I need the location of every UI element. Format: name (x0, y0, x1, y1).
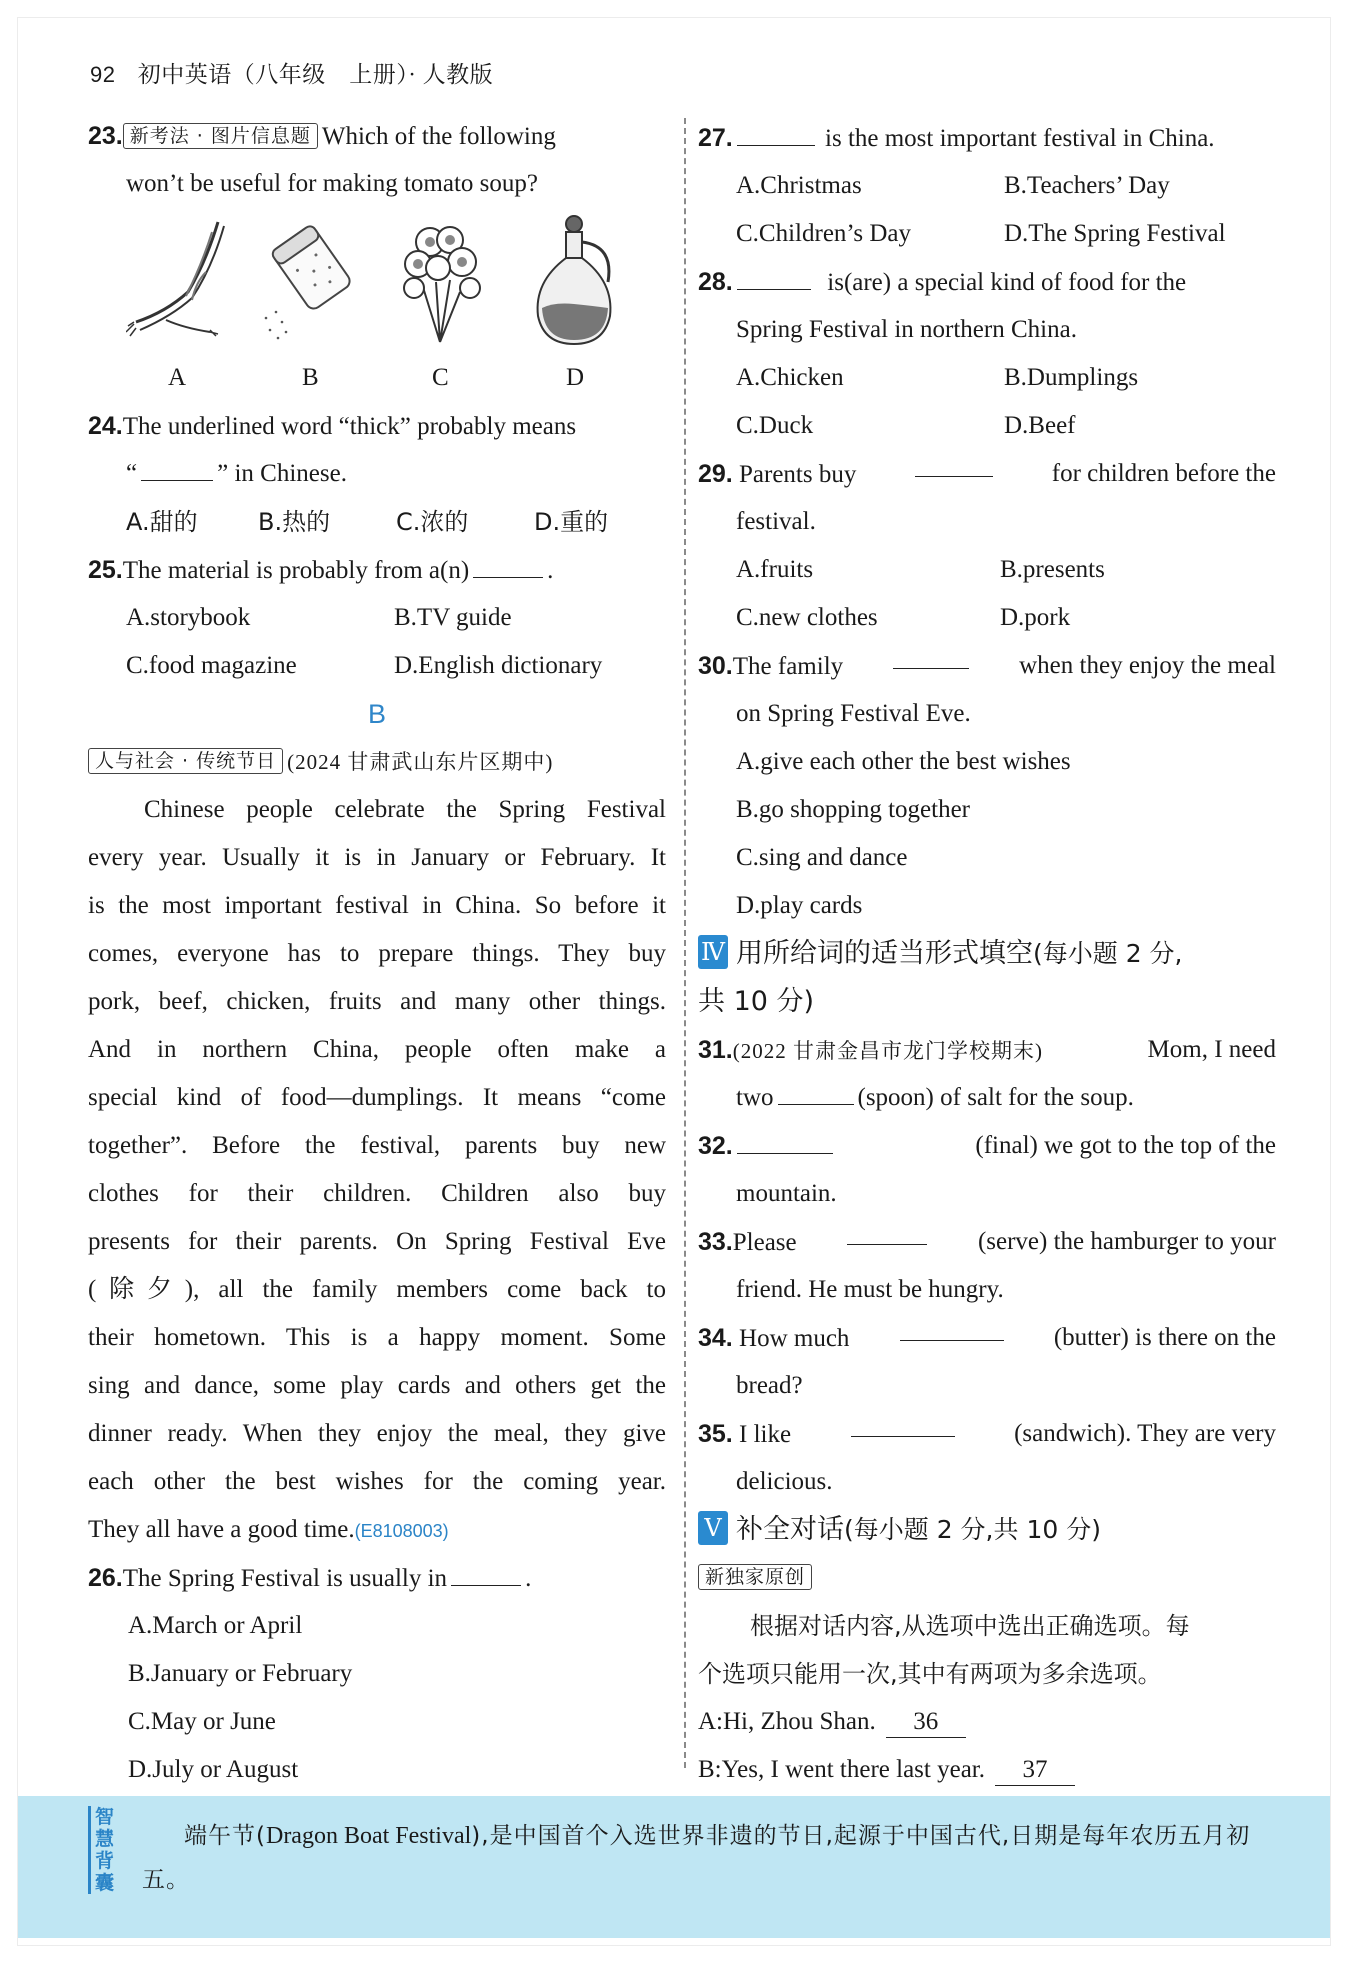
passage-line: presents for their parents. On Spring Festival Eve (88, 1228, 666, 1255)
q24-line1: 24.The underlined word “thick” probably means (88, 412, 577, 440)
passage-line: clothes for their children. Children also buy (88, 1180, 666, 1207)
option: B.TV guide (394, 604, 512, 631)
section-iv-points: 共 10 分) (698, 986, 815, 1017)
q28-line2: Spring Festival in northern China. (736, 316, 1077, 343)
option: B.go shopping together (736, 796, 971, 823)
dialog-instruction: 个选项只能用一次,其中有两项为多余选项。 (698, 1660, 1162, 1688)
dialog-tag-line (698, 1554, 1276, 1602)
passage-line: (除夕), all the family members come back to (88, 1276, 666, 1303)
answer-blank (900, 1314, 1004, 1341)
option: B.presents (1000, 556, 1105, 583)
q29-options-row1 (698, 546, 1276, 594)
q32-line2: mountain. (736, 1180, 837, 1207)
passage-line: sing and dance, some play cards and others get the (88, 1372, 666, 1399)
answer-blank (141, 454, 213, 481)
q31-line1: 31.(2022 甘肃金昌市龙门学校期末) Mom, I need (698, 1036, 1276, 1064)
q35-line2: delicious. (736, 1468, 833, 1495)
option: A.storybook (126, 604, 251, 631)
scallion-image (126, 212, 236, 352)
passage-line: each other the best wishes for the coming year. (88, 1468, 666, 1495)
option: A.甜的 (126, 508, 198, 536)
option: C.Duck (736, 412, 814, 439)
q28-options-row2 (698, 402, 1276, 450)
q27-line1: 27. is the most important festival in China. (698, 114, 1276, 162)
option: C.sing and dance (736, 844, 908, 871)
answer-blank (737, 1127, 833, 1154)
q23-line2: won’t be useful for making tomato soup? (126, 170, 538, 197)
option: C.浓的 (396, 508, 469, 536)
q26-line1: 26.The Spring Festival is usually in . (88, 1554, 666, 1602)
answer-blank (778, 1078, 854, 1105)
answer-blank (915, 450, 993, 477)
q34-line2: bread? (736, 1372, 803, 1399)
tip-box (18, 1796, 1330, 1938)
book-title: 初中英语（八年级 上册）· 人教版 (137, 62, 494, 87)
q29-line2: festival. (736, 508, 816, 535)
right-column (698, 114, 1276, 1794)
option: A.give each other the best wishes (736, 748, 1071, 775)
option-label: D (566, 364, 585, 391)
option-label: C (432, 364, 449, 391)
column-divider (684, 118, 686, 1768)
answer-blank (451, 1559, 521, 1586)
option: D.July or August (128, 1756, 299, 1783)
passage-source: 人与社会 · 传统节日 (2024 甘肃武山东片区期中) (88, 738, 666, 786)
passage-line: every year. Usually it is in January or February. It (88, 844, 666, 871)
q33-line1: 33.Please (serve) the hamburger to your (698, 1218, 1276, 1266)
section-v-heading: Ⅴ 补全对话(每小题 2 分,共 10 分) (698, 1506, 1276, 1554)
q24-line2: “ ” in Chinese. (88, 450, 666, 498)
original-tag: 新独家原创 (698, 1564, 812, 1590)
passage-line: pork, beef, chicken, fruits and many other things. (88, 988, 666, 1015)
q25-options-row1 (88, 594, 666, 642)
q35-line1: 35. I like (sandwich). They are very (698, 1410, 1276, 1458)
numbered-blank: 37 (995, 1755, 1075, 1786)
q33-line2: friend. He must be hungry. (736, 1276, 1004, 1303)
passage-line: dinner ready. When they enjoy the meal, they give (88, 1420, 666, 1447)
option: C.Children’s Day (736, 220, 911, 247)
left-column (88, 112, 666, 1794)
option: B.Dumplings (1004, 364, 1139, 391)
option: D.Beef (1004, 412, 1076, 439)
dialog-line-b: B:Yes, I went there last year. 37 (698, 1746, 1276, 1794)
passage-line: together”. Before the festival, parents buy new (88, 1132, 666, 1159)
page-number: 92 (90, 62, 116, 87)
answer-blank (893, 642, 969, 669)
answer-blank (847, 1218, 927, 1245)
option-label: A (168, 364, 187, 391)
section-b-heading: B (367, 699, 386, 729)
salt-shaker-image (256, 212, 356, 352)
dialog-instruction: 根据对话内容,从选项中选出正确选项。每 (750, 1612, 1190, 1640)
q32-line1: 32. (final) we got to the top of the (698, 1122, 1276, 1170)
numbered-blank: 36 (886, 1707, 966, 1738)
q34-line1: 34. How much (butter) is there on the (698, 1314, 1276, 1362)
passage-line: And in northern China, people often make a (88, 1036, 666, 1063)
answer-blank (737, 263, 811, 290)
section-number-badge: Ⅳ (698, 935, 728, 969)
coriander-image (390, 212, 490, 352)
option: C.new clothes (736, 604, 878, 631)
q28-options-row1 (698, 354, 1276, 402)
topic-tag: 人与社会 · 传统节日 (88, 748, 283, 774)
page-header (90, 56, 493, 89)
option: A.Christmas (736, 172, 862, 199)
option: A.fruits (736, 556, 814, 583)
q27-options-row2 (698, 210, 1276, 258)
oil-bottle-image (524, 212, 624, 352)
passage-line: Chinese people celebrate the Spring Festival (144, 796, 666, 823)
option: D.English dictionary (394, 652, 603, 679)
answer-blank (473, 551, 543, 578)
option: B.January or February (128, 1660, 353, 1687)
option: D.play cards (736, 892, 863, 919)
option: A.Chicken (736, 364, 844, 391)
passage-last-line: They all have a good time.(E8108003) (88, 1516, 449, 1543)
q24-options (88, 498, 666, 546)
question-type-tag: 新考法 · 图片信息题 (123, 123, 318, 149)
option: B.Teachers’ Day (1004, 172, 1170, 199)
tip-text: 端午节(Dragon Boat Festival),是中国首个入选世界非遗的节日,起源于中国古代,日期是每年农历五月初五。 (142, 1823, 1251, 1893)
tip-label: 智慧背囊 (88, 1806, 119, 1894)
dialog-line-a: A:Hi, Zhou Shan. 36 (698, 1698, 1276, 1746)
q31-line2: two (spoon) of salt for the soup. (698, 1074, 1276, 1122)
q30-line1: 30.The family when they enjoy the meal (698, 642, 1276, 690)
passage-line: their hometown. This is a happy moment. Some (88, 1324, 666, 1351)
passage-line: comes, everyone has to prepare things. They buy (88, 940, 666, 967)
answer-blank (851, 1410, 955, 1437)
q23-option-labels (88, 354, 666, 402)
option: C.food magazine (126, 652, 297, 679)
q27-options-row1 (698, 162, 1276, 210)
q23-pictures (88, 208, 666, 354)
passage-line: special kind of food—dumplings. It means “come (88, 1084, 666, 1111)
option: D.pork (1000, 604, 1071, 631)
section-number-badge: Ⅴ (698, 1511, 728, 1545)
q23-line1: 23. 新考法 · 图片信息题 Which of the following (88, 122, 556, 150)
section-iv-heading: Ⅳ 用所给词的适当形式填空(每小题 2 分, (698, 930, 1276, 978)
option: A.March or April (128, 1612, 303, 1639)
q25-options-row2 (88, 642, 666, 690)
option-label: B (302, 364, 319, 391)
q29-options-row2 (698, 594, 1276, 642)
passage-line: is the most important festival in China. So before it (88, 892, 666, 919)
q28-line1: 28. is(are) a special kind of food for the (698, 258, 1276, 306)
option: D.重的 (534, 508, 609, 536)
option: C.May or June (128, 1708, 276, 1735)
q29-line1: 29. Parents buy for children before the (698, 450, 1276, 498)
answer-blank (737, 119, 815, 146)
q25-line1: 25.The material is probably from a(n) . (88, 546, 666, 594)
option: B.热的 (258, 508, 331, 536)
item-code: (E8108003) (354, 1521, 449, 1541)
q30-line2: on Spring Festival Eve. (736, 700, 971, 727)
option: D.The Spring Festival (1004, 220, 1226, 247)
